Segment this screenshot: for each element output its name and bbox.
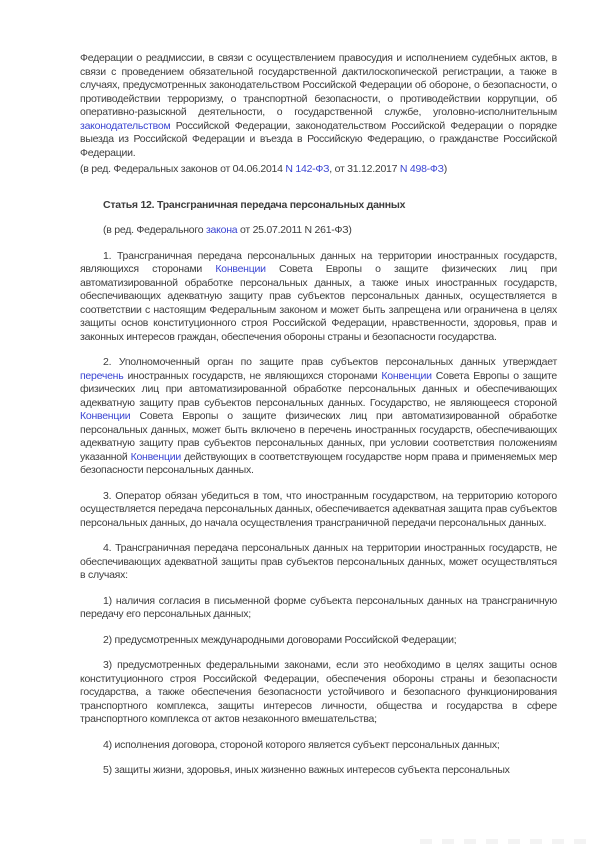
text-run: (в ред. Федерального bbox=[103, 224, 206, 236]
text-run: Совета Европы о защите физических лиц при автоматизированной обработке персональных данных, а также иных иностранных государств, обеспечивающих адекватную защиту прав субъектов персональных данных, осуществляется в соответствии с настоящим Федеральным законом и может быть запрещена или ограничена в целях защиты основ конституционного строя Российской Федерации, нравственности, здоровья, прав и законных интересов граждан, обеспечения обороны страны и безопасности государства. bbox=[80, 263, 557, 343]
text-run: 5) защиты жизни, здоровья, иных жизненно важных интересов субъекта персональных bbox=[103, 764, 510, 776]
text-run: (в ред. Федеральных законов от 04.06.2014 bbox=[80, 163, 286, 175]
clause-3 bbox=[80, 490, 557, 531]
clause-4 bbox=[80, 542, 557, 583]
edition-note-1 bbox=[80, 163, 557, 177]
text-run: 3. Оператор обязан убедиться в том, что иностранным государством, на территорию которого осуществляется передача персональных данных, обеспечивается адекватная защита прав субъектов персональных данных, до начала осуществления трансграничной передачи персональных данных. bbox=[80, 489, 557, 529]
text-run: 3) предусмотренных федеральными законами, если это необходимо в целях защиты основ конституционного строя Российской Федерации, обеспечения обороны страны и безопасности государства, а также обеспечения безопасности устойчивого и безопасного функционирования транспортного комплекса, защиты интересов личности, общества и государства в сфере транспортного комплекса от актов незаконного вмешательства; bbox=[80, 659, 557, 725]
clause-2 bbox=[80, 356, 557, 478]
text-run: 4. Трансграничная передача персональных данных на территории иностранных государств, не обеспечивающих адекватной защиты прав субъектов персональных данных, может осуществляться в случаях: bbox=[80, 542, 557, 581]
edition-note-2 bbox=[80, 224, 557, 238]
text-run: 1) наличия согласия в письменной форме субъекта персональных данных на трансграничную передачу его персональных данных; bbox=[80, 594, 557, 620]
text-run: действующих в соответствующем государстве норм права и применяемых мер безопасности персональных данных. bbox=[80, 450, 557, 476]
document-link[interactable]: Конвенции bbox=[381, 369, 432, 382]
clause-4-item-3 bbox=[80, 659, 557, 727]
text-run: 4) исполнения договора, стороной которого является субъект персональных данных; bbox=[103, 738, 500, 751]
document-link[interactable]: Конвенции bbox=[130, 450, 181, 463]
text-run: , от 31.12.2017 bbox=[329, 163, 400, 175]
clause-4-item-5 bbox=[80, 764, 557, 778]
document-link[interactable]: законодательством bbox=[80, 119, 171, 132]
text-run: ) bbox=[443, 163, 447, 175]
text-run: иностранных государств, не являющихся сторонами bbox=[123, 369, 382, 382]
text-run: 1. Трансграничная передача персональных данных на территории иностранных государств, являющихся сторонами bbox=[80, 249, 557, 275]
text-run: от 25.07.2011 N 261-ФЗ) bbox=[237, 224, 352, 236]
clause-4-item-2 bbox=[80, 634, 557, 648]
clause-1 bbox=[80, 250, 557, 345]
text-run: 2. Уполномоченный орган по защите прав субъектов персональных данных утверждает bbox=[103, 356, 557, 368]
document-content bbox=[80, 52, 557, 778]
document-link[interactable]: N 498-ФЗ bbox=[399, 163, 444, 175]
document-link[interactable]: Конвенции bbox=[80, 410, 131, 422]
document-link[interactable]: Конвенции bbox=[215, 263, 266, 275]
text-run: Совета Европы о защите физических лиц при автоматизированной обработке персональных данных, может быть включено в перечень иностранных государств, обеспечивающих адекватную защиту прав субъектов персональных данных, при условии соответствия положениям указанной bbox=[80, 410, 557, 463]
document-link[interactable]: закона bbox=[205, 224, 238, 236]
text-run: Федерации о реадмиссии, в связи с осуществлением правосудия и исполнением судебных актов, в связи с проведением обязательной государственной дактилоскопической регистрации, а также в случаях, предусмотренных законодательством Российской Федерации об обороне, о безопасности, о противодействии терроризму, о транспортной безопасности, о противодействии коррупции, об оперативно-разыскной деятельности, о государственной службе, уголовно-исполнительным bbox=[80, 52, 557, 118]
document-link[interactable]: N 142-ФЗ bbox=[285, 163, 330, 175]
continuation-paragraph bbox=[80, 52, 557, 160]
document-link[interactable]: перечень bbox=[80, 369, 124, 382]
page-edge-dashes bbox=[420, 839, 592, 844]
article-heading bbox=[80, 199, 557, 213]
text-run: Статья 12. Трансграничная передача персональных данных bbox=[103, 198, 406, 211]
text-run: Совета Европы о защите физических лиц при автоматизированной обработке персональных данных и обеспечивающих адекватную защиту прав субъектов персональных данных. Государство, не являющееся стороной bbox=[80, 369, 557, 409]
text-run: 2) предусмотренных международными договорами Российской Федерации; bbox=[103, 633, 457, 646]
clause-4-item-1 bbox=[80, 595, 557, 622]
clause-4-item-4 bbox=[80, 739, 557, 753]
text-run: Российской Федерации, законодательством Российской Федерации о порядке выезда из Российской Федерации и въезда в Российскую Федерацию, о гражданстве Российской Федерации. bbox=[80, 119, 557, 159]
